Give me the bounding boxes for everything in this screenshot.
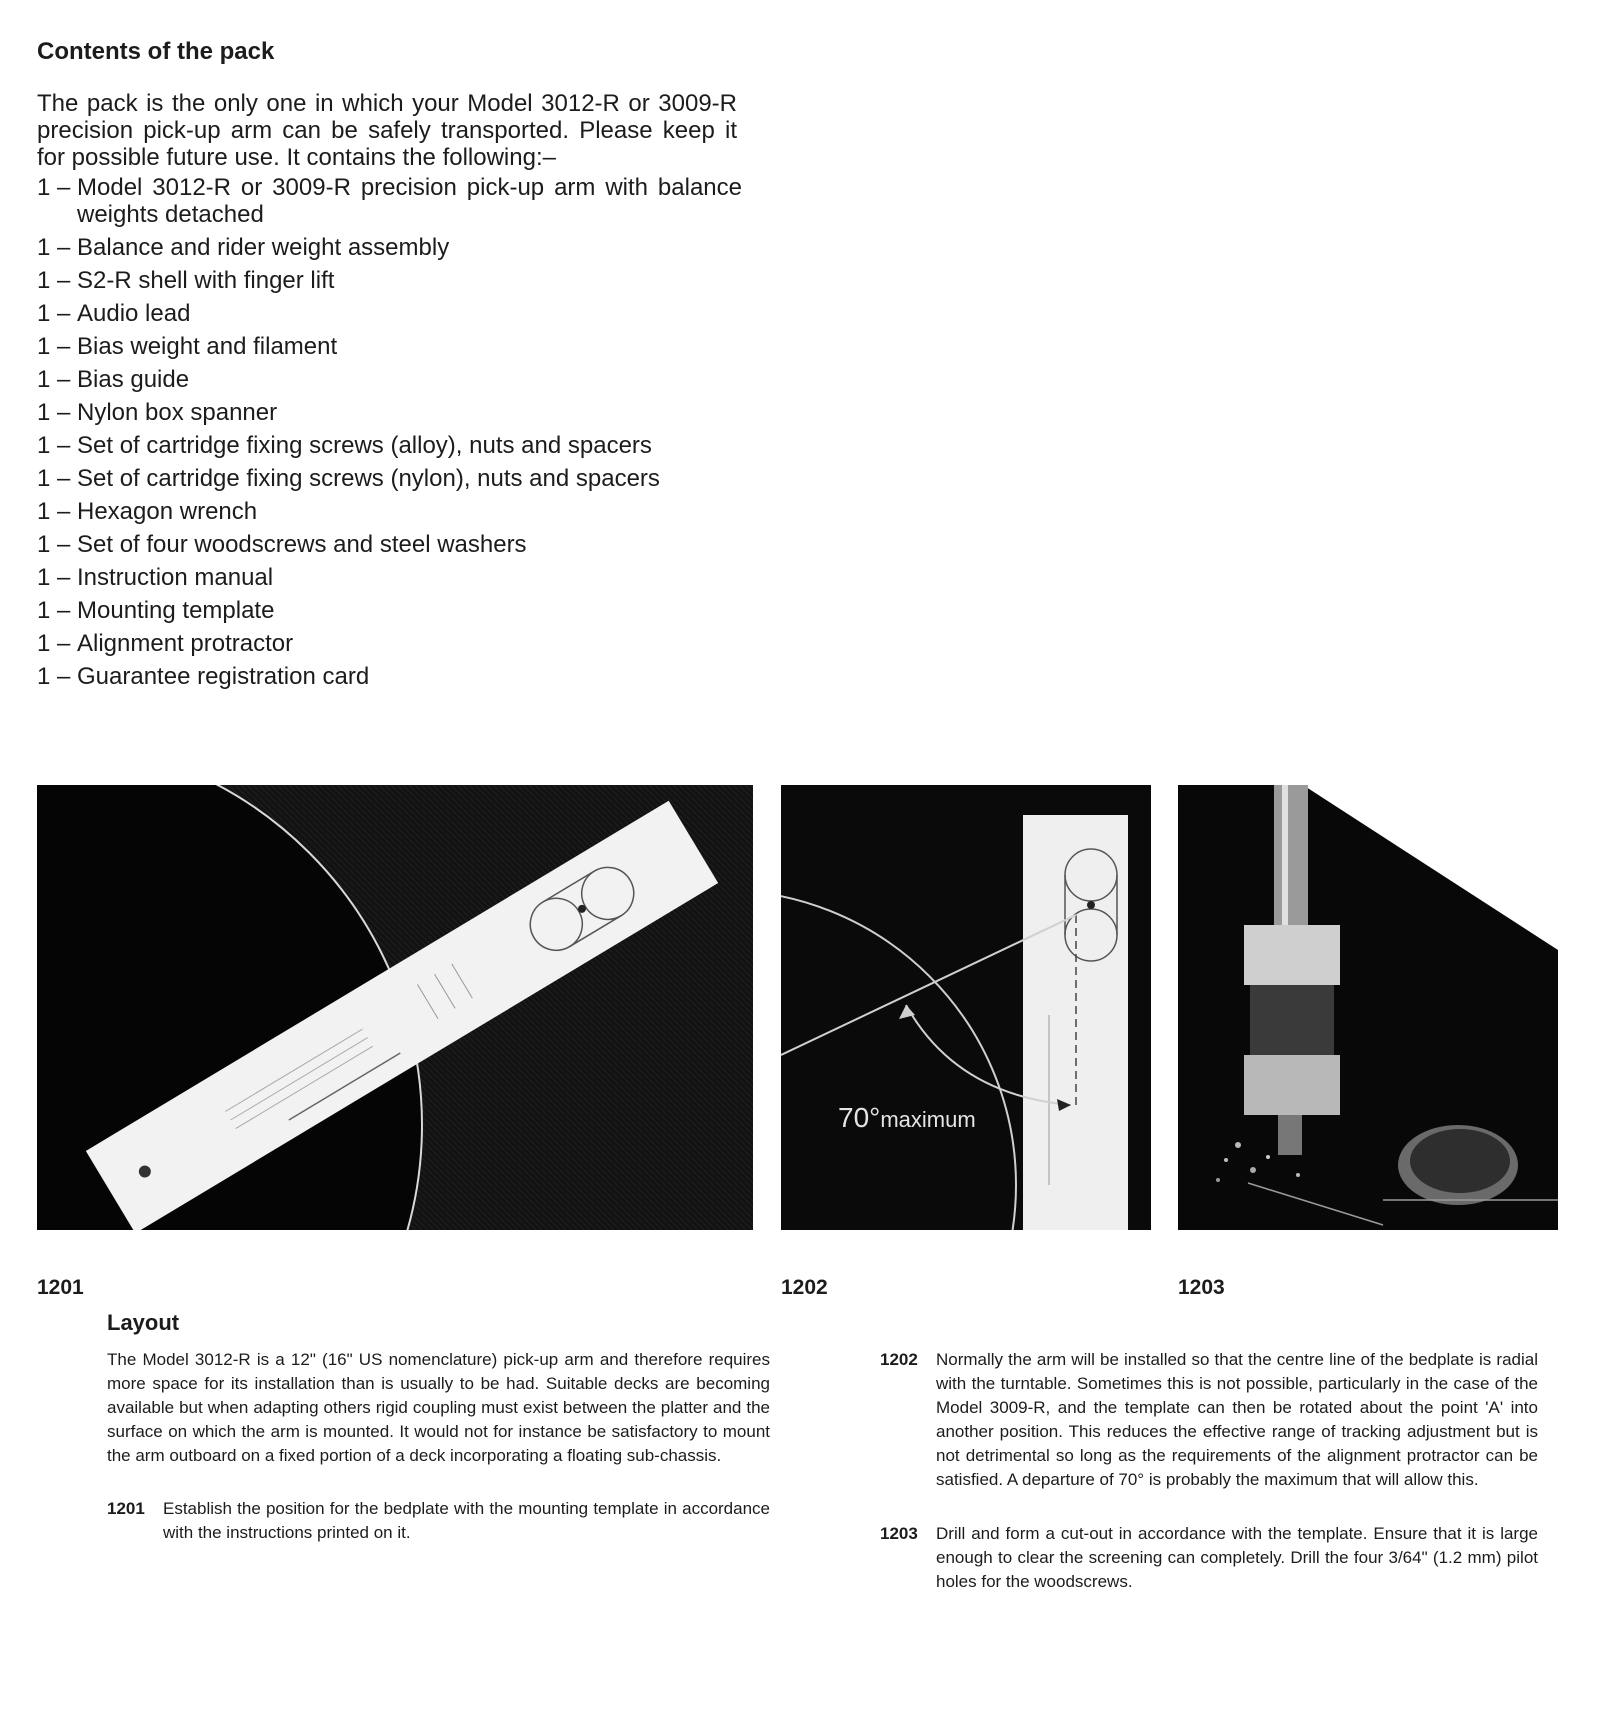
item-text: Guarantee registration card <box>77 663 370 690</box>
item-qty: 1 – <box>37 597 71 624</box>
item-qty: 1 – <box>37 630 71 657</box>
step-number: 1202 <box>880 1350 918 1369</box>
item-qty: 1 – <box>37 234 71 261</box>
list-item <box>37 564 742 591</box>
figure-1203-photo <box>1178 785 1558 1230</box>
step-number: 1201 <box>107 1499 145 1518</box>
item-qty: 1 – <box>37 498 71 525</box>
list-item <box>37 366 742 393</box>
list-item <box>37 531 742 558</box>
item-text: Balance and rider weight assembly <box>77 234 450 261</box>
item-text: Set of four woodscrews and steel washers <box>77 531 527 558</box>
item-text: Hexagon wrench <box>77 498 258 525</box>
item-qty: 1 – <box>37 564 71 591</box>
figure-number-1202: 1202 <box>781 1276 828 1299</box>
step-text: Normally the arm will be installed so that the centre line of the bedplate is radial with the turntable. Sometimes this is not possible, particularly in the case of the Model 3009-R, and the template can then be rotated about the point 'A' into another position. This reduces the effective range of tracking adjustment but is not detrimental so long as the requirements of the alignment protractor can be satisfied. A departure of 70° is probably the maximum that will allow this. <box>936 1350 1538 1489</box>
item-qty: 1 – <box>37 174 71 201</box>
item-text: Nylon box spanner <box>77 399 278 426</box>
item-text: Set of cartridge fixing screws (nylon), nuts and spacers <box>77 465 660 492</box>
item-qty: 1 – <box>37 366 71 393</box>
step-number: 1203 <box>880 1524 918 1543</box>
item-qty: 1 – <box>37 267 71 294</box>
angle-annotation <box>838 1102 976 1134</box>
item-qty: 1 – <box>37 333 71 360</box>
item-text: Mounting template <box>77 597 275 624</box>
figure-1201-photo <box>37 785 753 1230</box>
list-item <box>37 465 742 492</box>
list-item <box>37 333 742 360</box>
item-text: Bias guide <box>77 366 190 393</box>
step-text: Establish the position for the bedplate with the mounting template in accordance with the instructions printed on it. <box>163 1499 770 1542</box>
list-item <box>37 432 742 459</box>
figure-number-1203: 1203 <box>1178 1276 1225 1299</box>
item-qty: 1 – <box>37 432 71 459</box>
pack-intro: The pack is the only one in which your Model 3012-R or 3009-R precision pick-up arm can be safely transported. Please keep it for possible future use. It contains the following:– <box>37 90 737 171</box>
item-text: S2-R shell with finger lift <box>77 267 335 294</box>
step-1203 <box>880 1522 1538 1594</box>
list-item <box>37 663 742 690</box>
item-qty: 1 – <box>37 663 71 690</box>
item-qty: 1 – <box>37 300 71 327</box>
pack-heading: Contents of the pack <box>37 38 275 65</box>
item-text: Audio lead <box>77 300 191 327</box>
list-item <box>37 630 742 657</box>
figure-1202-photo <box>781 785 1151 1230</box>
angle-value: 70° <box>838 1102 881 1133</box>
item-text: Alignment protractor <box>77 630 294 657</box>
item-text: Bias weight and filament <box>77 333 338 360</box>
item-text: Model 3012-R or 3009-R precision pick-up arm with balance weights detached <box>77 174 742 228</box>
list-item <box>37 234 742 261</box>
list-item <box>37 174 742 228</box>
list-item <box>37 399 742 426</box>
item-text: Instruction manual <box>77 564 274 591</box>
step-1201 <box>107 1497 770 1545</box>
layout-paragraph: The Model 3012-R is a 12" (16" US nomenclature) pick-up arm and therefore requires more space for its installation than is usually to be had. Suitable decks are becoming available but when adapting others rigid coupling must exist between the platter and the surface on which the arm is mounted. It would not for instance be satisfactory to mount the arm outboard on a fixed portion of a deck incorporating a floating sub-chassis. <box>107 1350 770 1465</box>
list-item <box>37 498 742 525</box>
step-1202 <box>880 1348 1538 1492</box>
list-item <box>37 597 742 624</box>
item-qty: 1 – <box>37 531 71 558</box>
layout-heading: Layout <box>107 1310 180 1335</box>
item-qty: 1 – <box>37 399 71 426</box>
step-text: Drill and form a cut-out in accordance with the template. Ensure that it is large enough to clear the screening can completely. Drill the four 3/64" (1.2 mm) pilot holes for the woodscrews. <box>936 1524 1538 1591</box>
list-item <box>37 267 742 294</box>
list-item <box>37 300 742 327</box>
figure-number-1201: 1201 <box>37 1276 84 1299</box>
item-text: Set of cartridge fixing screws (alloy), nuts and spacers <box>77 432 652 459</box>
item-qty: 1 – <box>37 465 71 492</box>
angle-word: maximum <box>880 1107 976 1132</box>
pack-contents-list <box>37 174 742 696</box>
